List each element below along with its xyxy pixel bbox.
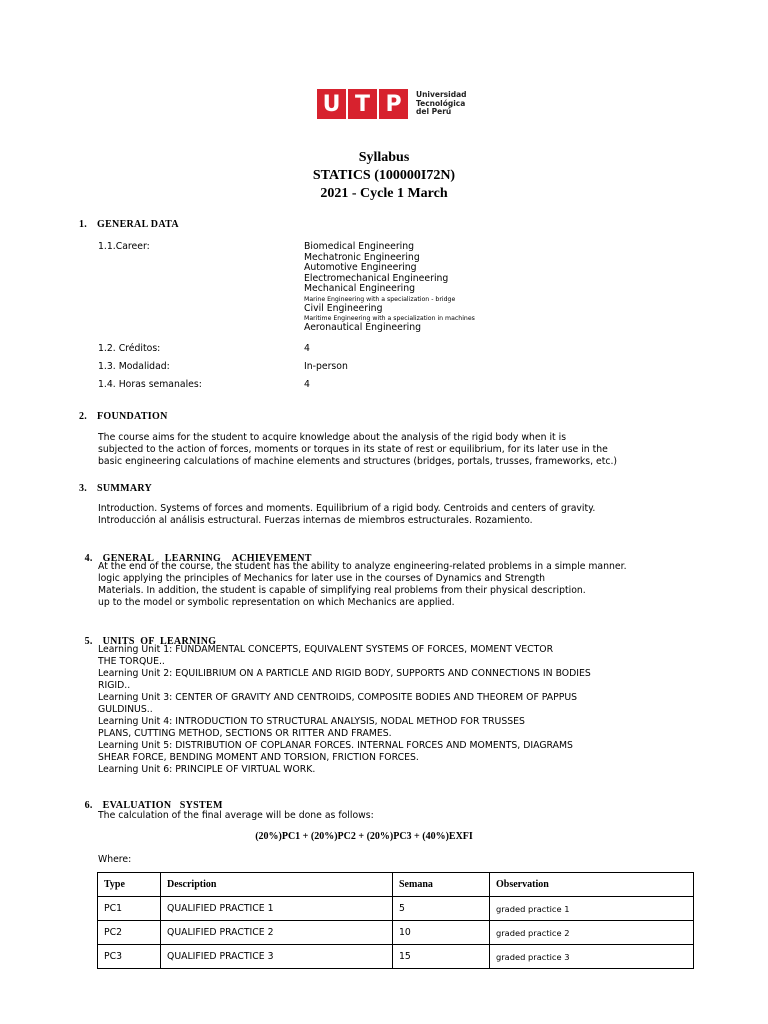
weekly-hours-value: 4 [304,379,310,390]
section-heading-evaluation: 6. EVALUATION SYSTEM [84,800,223,811]
column-header-description: Description [161,873,393,897]
utp-logo [317,89,467,119]
section-heading-achievement: 4. GENERAL LEARNING ACHIEVEMENT [84,553,312,564]
section-heading-foundation: 2. FOUNDATION [79,411,168,422]
learning-unit-line: Learning Unit 3: CENTER OF GRAVITY AND CENTROIDS, COMPOSITE BODIES AND THEOREM OF PAPPUS [98,692,578,703]
career-item: Mechatronic Engineering [304,251,420,263]
table-row [98,945,694,969]
career-list [304,242,475,334]
cell-type: PC3 [98,945,161,969]
career-label: 1.1.Career: [98,241,150,252]
credits-label: 1.2. Créditos: [98,343,161,354]
table-row [98,897,694,921]
learning-unit-line: SHEAR FORCE, BENDING MOMENT AND TORSION, FRICTION FORCES. [98,752,419,763]
course-period: 2021 - Cycle 1 March [320,186,448,201]
cell-description: QUALIFIED PRACTICE 3 [161,945,393,969]
learning-unit-line: GULDINUS.. [98,704,153,715]
logo-letter-t: T [348,89,377,119]
cell-observation: graded practice 1 [490,897,694,921]
column-header-week: Semana [393,873,490,897]
learning-units-list [98,644,591,776]
achievement-text: At the end of the course, the student has the ability to analyze engineering-related problems in a simple manner. logic applying the principles of Mechanics for later use in the courses of Dynamics and Strength Materials. In addition, the student is capable of simplifying real problems from their physical description. up to the model or symbolic representation on which Mechanics are applied. [98,561,627,608]
cell-type: PC1 [98,897,161,921]
learning-unit-line: Learning Unit 1: FUNDAMENTAL CONCEPTS, EQUIVALENT SYSTEMS OF FORCES, MOMENT VECTOR [98,644,554,655]
career-item: Civil Engineering [304,302,383,314]
section-heading-units: 5. UNITS OF LEARNING [84,636,217,647]
career-item: Biomedical Engineering [304,241,415,252]
cell-week: 10 [393,921,490,945]
doc-title-syllabus: Syllabus [358,150,410,165]
table-header-row [98,873,694,897]
learning-unit-line: RIGID.. [98,680,131,691]
learning-unit-line: THE TORQUE.. [98,656,165,667]
learning-unit-line: Learning Unit 6: PRINCIPLE OF VIRTUAL WORK. [98,764,316,775]
weekly-hours-label: 1.4. Horas semanales: [98,379,202,390]
foundation-text: The course aims for the student to acquire knowledge about the analysis of the rigid body when it is subjected to the action of forces, moments or torques in its state of rest or equilibrium, for its later use in the basic engineering calculations of machine elements and structures (bridges, portals, trusses, frameworks, etc.) [98,432,618,467]
cell-type: PC2 [98,921,161,945]
modality-value: In-person [304,361,348,372]
cell-week: 15 [393,945,490,969]
credits-value: 4 [304,343,310,354]
career-item: Mechanical Engineering [304,283,416,294]
evaluation-table [97,872,694,969]
course-title: STATICS (100000I72N) [312,168,456,183]
logo-letter-u: U [317,89,346,119]
modality-label: 1.3. Modalidad: [98,361,170,372]
cell-observation: graded practice 3 [490,945,694,969]
learning-unit-line: Learning Unit 4: INTRODUCTION TO STRUCTURAL ANALYSIS, NODAL METHOD FOR TRUSSES [98,716,525,727]
learning-unit-line: PLANS, CUTTING METHOD, SECTIONS OR RITTER AND FRAMES. [98,728,392,739]
evaluation-intro: The calculation of the final average will be done as follows: [98,810,374,821]
career-item: Aeronautical Engineering [304,322,422,333]
career-item: Maritime Engineering with a specialization in machines [304,315,475,322]
cell-description: QUALIFIED PRACTICE 1 [161,897,393,921]
cell-description: QUALIFIED PRACTICE 2 [161,921,393,945]
table-row [98,921,694,945]
career-item: Marine Engineering with a specialization - bridge [304,295,456,303]
career-item: Automotive Engineering [304,262,417,273]
column-header-type: Type [98,873,161,897]
section-heading-summary: 3. SUMMARY [79,483,153,494]
cell-observation: graded practice 2 [490,921,694,945]
learning-unit-line: Learning Unit 2: EQUILIBRIUM ON A PARTICLE AND RIGID BODY, SUPPORTS AND CONNECTIONS IN BODIES [98,668,591,679]
learning-unit-line: Learning Unit 5: DISTRIBUTION OF COPLANAR FORCES. INTERNAL FORCES AND MOMENTS, DIAGRAMS [98,740,573,751]
career-item: Electromechanical Engineering [304,272,449,284]
summary-text: Introduction. Systems of forces and moments. Equilibrium of a rigid body. Centroids and centers of gravity. Introducción al análisis estructural. Fuerzas internas de miembros estructurales. Rozamiento. [98,503,596,526]
logo-letter-p: P [379,89,408,119]
where-label: Where: [98,854,132,865]
logo-university-name: Universidad Tecnológica del Perú [416,90,467,117]
section-heading-general-data: 1. GENERAL DATA [79,219,179,230]
column-header-observation: Observation [490,873,694,897]
evaluation-formula: (20%)PC1 + (20%)PC2 + (20%)PC3 + (40%)EXFI [255,831,473,842]
cell-week: 5 [393,897,490,921]
